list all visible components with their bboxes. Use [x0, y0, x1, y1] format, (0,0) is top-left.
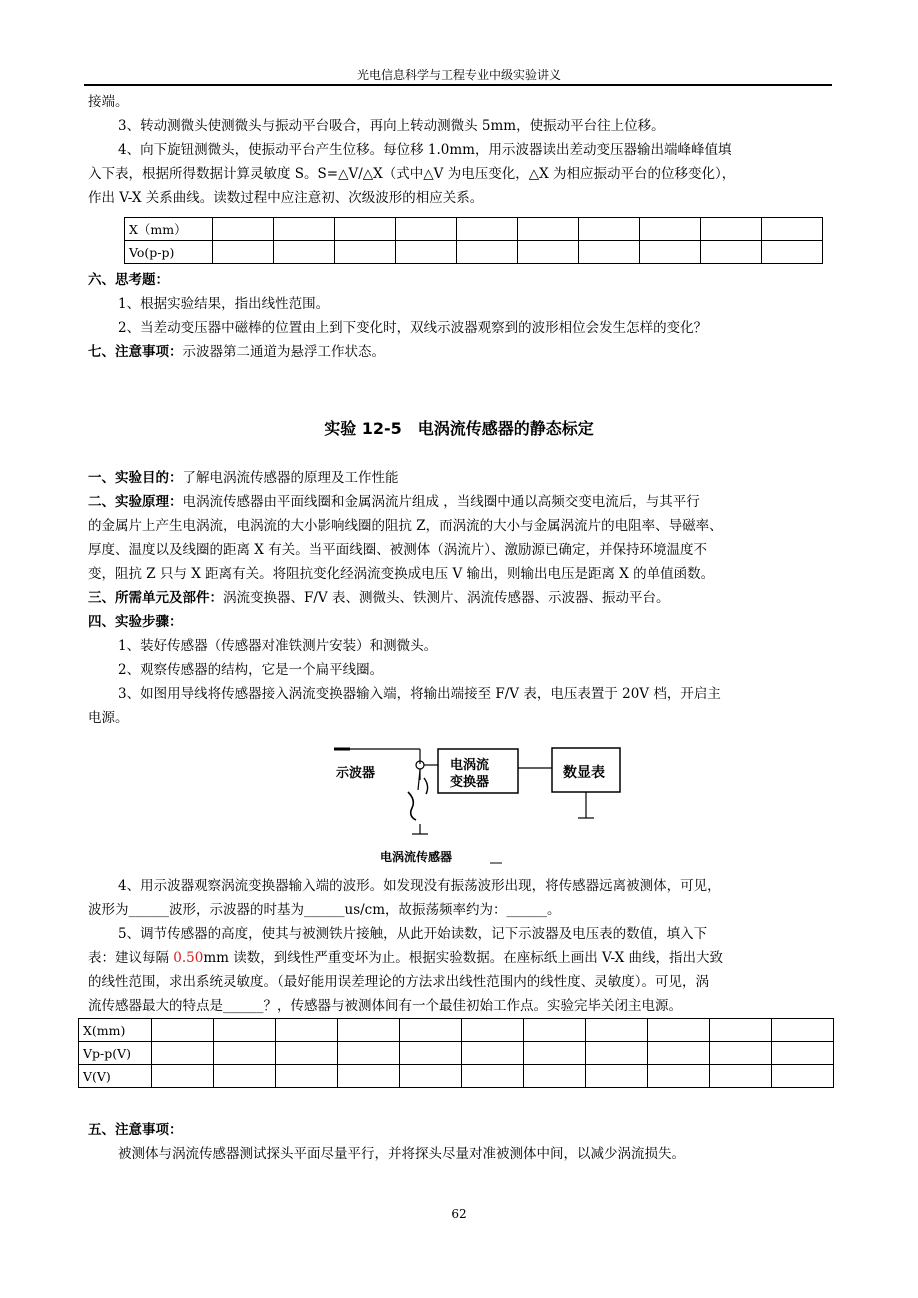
text-line: 的线性范围，求出系统灵敏度。（最好能用误差理论的方法求出线性范围内的线性度、灵敏度）。可见，涡	[88, 974, 709, 990]
highlight-value: 0.50	[173, 950, 204, 966]
experiment-title: 实验 12-5 电涡流传感器的静态标定	[324, 419, 594, 438]
section-heading: 六、思考题：	[88, 272, 169, 288]
text-line: 厚度、温度以及线圈的距离 X 有关。当平面线圈、被测体（涡流片）、激励源已确定，并保持环境温度不	[88, 542, 707, 558]
note-text: 示波器第二通道为悬浮工作状态。	[182, 344, 385, 360]
table-row	[79, 1042, 834, 1065]
text-line: 2、观察传感器的结构，它是一个扁平线圈。	[118, 662, 384, 678]
text-line: 5、调节传感器的高度，使其与被测铁片接触，从此开始读数，记下示波器及电压表的数值，填入下	[118, 926, 708, 942]
section-heading: 四、实验步骤：	[88, 614, 183, 630]
text-line: 的金属片上产生电涡流，电涡流的大小影响线圈的阻抗 Z，而涡流的大小与金属涡流片的电阻率、导磁率、	[88, 518, 723, 534]
sensor-label: 电涡流传感器	[380, 850, 453, 864]
note-line	[88, 344, 385, 360]
section-heading: 二、实验原理：	[88, 494, 183, 510]
text-line: 4、向下旋钮测微头，使振动平台产生位移。每位移 1.0mm，用示波器读出差动变压器输出端峰峰值填	[118, 142, 732, 158]
text-line: 3、转动测微头使测微头与振动平台吸合，再向上转动测微头 5mm，使振动平台往上位移。	[118, 118, 665, 134]
table-row	[125, 218, 823, 241]
display-label: 数显表	[563, 765, 605, 781]
page-header: 光电信息科学与工程专业中级实验讲义	[356, 68, 561, 82]
coil-arc	[424, 778, 428, 794]
section-heading: 一、实验目的：	[88, 470, 183, 486]
text-line: 入下表，根据所得数据计算灵敏度 S。S=△V/△X（式中△V 为电压变化，△X 为相应振动平台的位移变化），	[88, 166, 736, 182]
text-line: 电源。	[88, 710, 129, 726]
table-header-cell: Vp-p(V)	[79, 1042, 152, 1065]
text-line: 变，阻抗 Z 只与 X 距离有关。将阻抗变化经涡流变换成电压 V 输出，则输出电压是距离 X 的单值函数。	[88, 566, 715, 582]
converter-label-2: 变换器	[450, 775, 490, 790]
page-number: 62	[451, 1207, 467, 1221]
table-row	[79, 1019, 834, 1042]
text-line: 被测体与涡流传感器测试探头平面尽量平行，并将探头尽量对准被测体中间，以减少涡流损失。	[118, 1146, 685, 1162]
text-line: 1、装好传感器（传感器对准铁测片安装）和测微头。	[118, 638, 438, 654]
principle-line	[88, 494, 700, 510]
text-line: 2、当差动变压器中磁棒的位置由上到下变化时，双线示波器观察到的波形相位会发生怎样的变化？	[118, 320, 708, 336]
text-segment: 表：建议每隔	[88, 950, 174, 966]
section-heading: 三、所需单元及部件：	[88, 590, 223, 606]
text-line: 1、根据实验结果，指出线性范围。	[118, 296, 330, 312]
header-rule	[84, 84, 832, 86]
table-row	[125, 241, 823, 264]
oscilloscope-label: 示波器	[336, 766, 376, 781]
table-header-cell: X（mm）	[125, 218, 213, 241]
data-table-1	[124, 217, 823, 264]
table-row	[79, 1065, 834, 1088]
converter-label-1: 电涡流	[450, 758, 490, 773]
units-line	[88, 590, 669, 606]
text-line: 4、用示波器观察涡流变换器输入端的波形。如发现没有振荡波形出现，将传感器远离被测体，可见，	[118, 878, 721, 894]
text-line: 3、如图用导线将传感器接入涡流变换器输入端，将输出端接至 F/V 表，电压表置于 20V 档，开启主	[118, 686, 721, 702]
text-line: 作出 V-X 关系曲线。读数过程中应注意初、次级波形的相应关系。	[88, 190, 484, 206]
purpose-line	[88, 470, 399, 486]
text-line: 波形为______波形，示波器的时基为______us/cm，故振荡频率约为：______。	[88, 902, 561, 918]
text-segment: mm 读数，到线性严重变坏为止。根据实验数据。在座标纸上画出 V-X 曲线，指出大致	[203, 950, 724, 966]
table-header-cell: X(mm)	[79, 1019, 152, 1042]
units-text: 涡流变换器、F/V 表、测微头、铁测片、涡流传感器、示波器、振动平台。	[223, 590, 670, 606]
data-table-2	[78, 1018, 834, 1088]
text-line: 流传感器最大的特点是______？，传感器与被测体间有一个最佳初始工作点。实验完毕关闭主电源。	[88, 998, 682, 1014]
table-header-cell: V(V)	[79, 1065, 152, 1088]
purpose-text: 了解电涡流传感器的原理及工作性能	[182, 470, 399, 486]
sensor-coil-icon	[408, 792, 416, 820]
section-heading: 七、注意事项：	[88, 344, 183, 360]
table-header-cell: Vo(p-p)	[125, 241, 213, 264]
text-line: 接端。	[88, 94, 129, 110]
principle-text: 电涡流传感器由平面线圈和金属涡流片组成 ，当线圈中通以高频交变电流后，与其平行	[182, 494, 700, 510]
text-line	[88, 950, 723, 966]
section-heading: 五、注意事项：	[88, 1122, 183, 1138]
